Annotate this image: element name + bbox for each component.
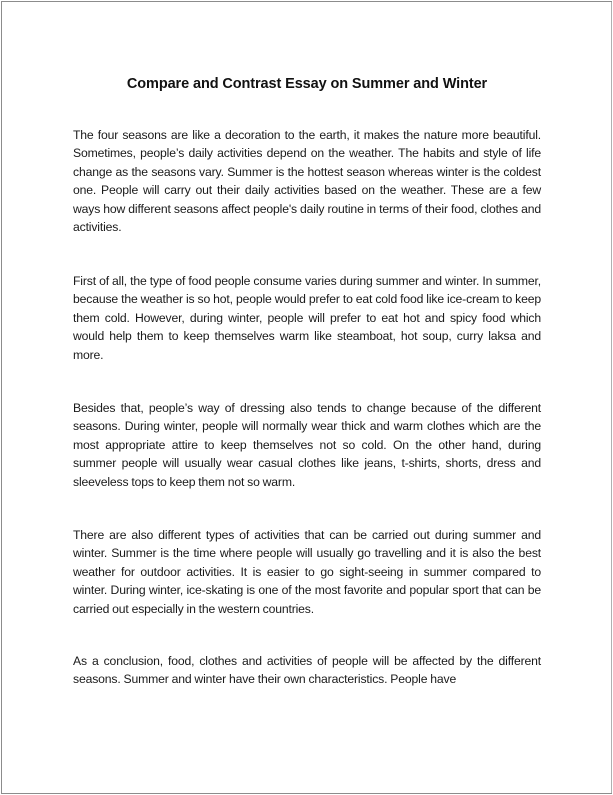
paragraph-conclusion: As a conclusion, food, clothes and activities of people will be affected by the different seasons. Summer and winter have their own characteristics. People have — [73, 654, 541, 687]
document-page — [1, 1, 612, 794]
paragraph-food: First of all, the type of food people consume varies during summer and winter. In summer, because the weather is so hot, people would prefer to eat cold food like ice-cream to keep them cold. However, during winter, people will prefer to eat hot and spicy food which would help them to keep themselves warm like steamboat, hot soup, curry laksa and more. — [73, 274, 541, 362]
essay-title: Compare and Contrast Essay on Summer and Winter — [126, 76, 488, 92]
paragraph-activities: There are also different types of activities that can be carried out during summer and winter. Summer is the time where people will usually go travelling and it is also the best weather for outdoor activities. It is easier to go sight-seeing in summer compared to winter. During winter, ice-skating is one of the most favorite and popular sport that can be carried out especially in the western countries. — [73, 528, 541, 616]
paragraph-clothes: Besides that, people’s way of dressing also tends to change because of the different seasons. During winter, people will normally wear thick and warm clothes which are the most appropriate attire to keep themselves not so cold. On the other hand, during summer people will usually wear casual clothes like jeans, t-shirts, shorts, dress and sleeveless tops to keep them not so warm. — [73, 401, 541, 489]
paragraph-introduction: The four seasons are like a decoration to the earth, it makes the nature more beautiful. Sometimes, people’s daily activities depend on the weather. The habits and style of life change as the seasons vary. Summer is the hottest season whereas winter is the coldest one. People will carry out their daily activities based on the weather. These are a few ways how different seasons affect people's daily routine in terms of their food, clothes and activities. — [73, 128, 541, 235]
